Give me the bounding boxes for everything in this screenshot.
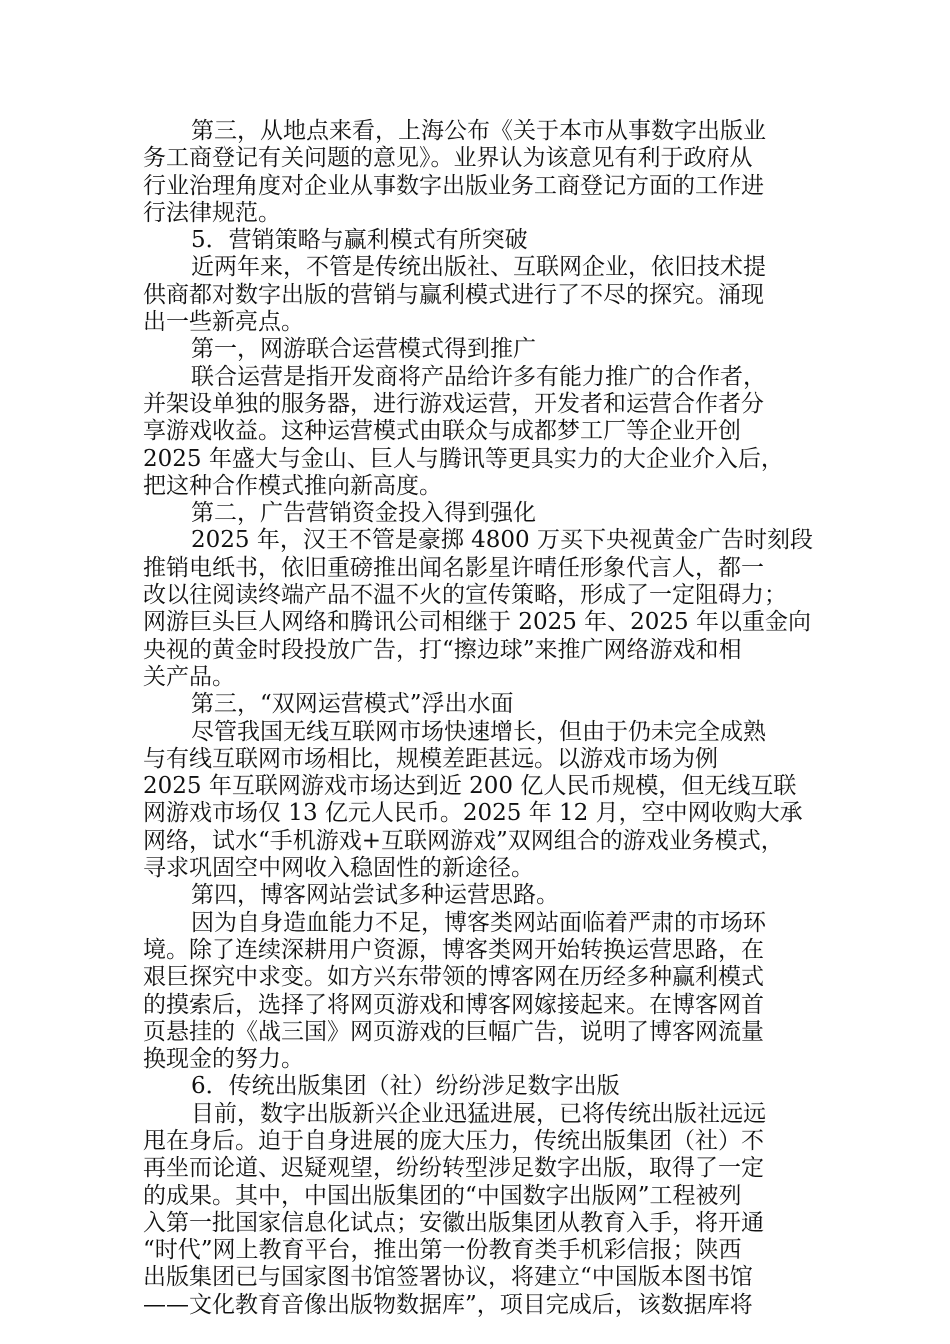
- text-line: 并架设单独的服务器，进行游戏运营，开发者和运营合作者分: [143, 390, 764, 417]
- text-line: 联合运营是指开发商将产品给许多有能力推广的合作者，: [191, 363, 766, 390]
- text-line: “时代”网上教育平台，推出第一份教育类手机彩信报；陕西: [143, 1237, 742, 1264]
- text-line: 央视的黄金时段投放广告，打“擦边球”来推广网络游戏和相: [143, 636, 742, 663]
- text-line: 与有线互联网市场相比，规模差距甚远。以游戏市场为例: [143, 745, 718, 772]
- text-line: 改以往阅读终端产品不温不火的宣传策略，形成了一定阻碍力；: [143, 582, 787, 609]
- text-line: 2025 年互联网游戏市场达到近 200 亿人民币规模，但无线互联: [143, 773, 797, 800]
- text-line: 第三，“双网运营模式”浮出水面: [191, 691, 514, 718]
- text-line: 尽管我国无线互联网市场快速增长，但由于仍未完全成熟: [191, 718, 766, 745]
- text-line: 行业治理角度对企业从事数字出版业务工商登记方面的工作进: [143, 172, 764, 199]
- text-line: 换现金的努力。: [143, 1046, 304, 1073]
- document-body: [143, 118, 815, 1319]
- text-line: 2025 年盛大与金山、巨人与腾讯等更具实力的大企业介入后，: [143, 445, 784, 472]
- text-line: 甩在身后。迫于自身进展的庞大压力，传统出版集团（社）不: [143, 1127, 764, 1154]
- text-line: 境。除了连续深耕用户资源，博客类网开始转换运营思路，在: [143, 936, 764, 963]
- text-line: 6．传统出版集团（社）纷纷涉足数字出版: [191, 1073, 620, 1100]
- text-line: 网游戏市场仅 13 亿元人民币。2025 年 12 月，空中网收购大承: [143, 800, 803, 827]
- text-line: 近两年来，不管是传统出版社、互联网企业，依旧技术提: [191, 254, 766, 281]
- text-line: 推销电纸书，依旧重磅推出闻名影星许晴任形象代言人，都一: [143, 554, 764, 581]
- text-line: 的摸索后，选择了将网页游戏和博客网嫁接起来。在博客网首: [143, 991, 764, 1018]
- text-line: 网游巨头巨人网络和腾讯公司相继于 2025 年、2025 年以重金向: [143, 609, 811, 636]
- text-line: 艰巨探究中求变。如方兴东带领的博客网在历经多种赢利模式: [143, 964, 764, 991]
- text-line: 的成果。其中，中国出版集团的“中国数字出版网”工程被列: [143, 1182, 742, 1209]
- text-line: 再坐而论道、迟疑观望，纷纷转型涉足数字出版，取得了一定: [143, 1155, 764, 1182]
- text-line: 关产品。: [143, 663, 235, 690]
- text-line: 把这种合作模式推向新高度。: [143, 472, 442, 499]
- text-line: 因为自身造血能力不足，博客类网站面临着严肃的市场环: [191, 909, 766, 936]
- text-line: 供商都对数字出版的营销与赢利模式进行了不尽的探究。涌现: [143, 281, 764, 308]
- text-line: 第三，从地点来看，上海公布《关于本市从事数字出版业: [191, 118, 766, 144]
- text-line: 第四，博客网站尝试多种运营思路。: [191, 882, 559, 909]
- text-line: 寻求巩固空中网收入稳固性的新途径。: [143, 855, 534, 882]
- text-line: 5．营销策略与赢利模式有所突破: [191, 227, 528, 254]
- text-line: 享游戏收益。这种运营模式由联众与成都梦工厂等企业开创: [143, 418, 741, 445]
- text-line: 页悬挂的《战三国》网页游戏的巨幅广告，说明了博客网流量: [143, 1018, 764, 1045]
- text-line: 网络，试水“手机游戏+互联网游戏”双网组合的游戏业务模式，: [143, 827, 784, 854]
- text-line: 出一些新亮点。: [143, 309, 304, 336]
- text-line: 2025 年，汉王不管是豪掷 4800 万买下央视黄金广告时刻段: [191, 527, 813, 554]
- text-line: 行法律规范。: [143, 199, 281, 226]
- text-line: 第一，网游联合运营模式得到推广: [191, 336, 536, 363]
- text-line: 出版集团已与国家图书馆签署协议，将建立“中国版本图书馆: [143, 1264, 753, 1291]
- text-line: 务工商登记有关问题的意见》。业界认为该意见有利于政府从: [143, 145, 753, 172]
- text-line: 第二，广告营销资金投入得到强化: [191, 500, 536, 527]
- text-line: 目前，数字出版新兴企业迅猛进展，已将传统出版社远远: [191, 1100, 766, 1127]
- text-line: 入第一批国家信息化试点；安徽出版集团从教育入手，将开通: [143, 1209, 764, 1236]
- text-line: ——文化教育音像出版物数据库”，项目完成后，该数据库将: [143, 1291, 753, 1318]
